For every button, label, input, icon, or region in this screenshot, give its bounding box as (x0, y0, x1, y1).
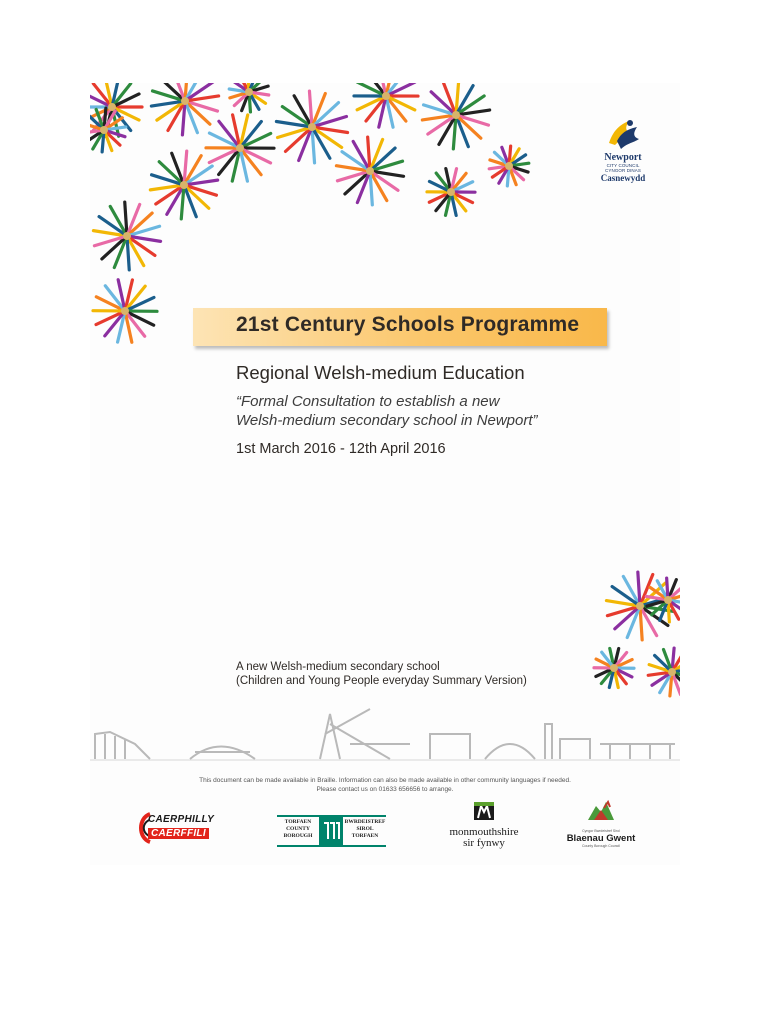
pencil-stroke (248, 72, 249, 88)
summary-line-2: (Children and Young People everyday Summary Version) (236, 675, 527, 687)
document-subtitle: Regional Welsh-medium Education (236, 362, 525, 383)
pencil-stroke (640, 610, 642, 640)
notice-line-2: Please contact us on 01633 656656 to arrange. (316, 786, 454, 793)
quote-line-2: Welsh-medium secondary school in Newport” (236, 412, 538, 429)
pencil-stroke (513, 163, 529, 165)
newport-sub1: CITY COUNCIL (606, 163, 640, 168)
pencil-flower-center (505, 162, 513, 170)
pencil-flower-center (447, 188, 455, 196)
torfaen-left-line-2: COUNTY (286, 826, 310, 832)
pencil-stroke (181, 189, 183, 219)
pencil-stroke (182, 105, 184, 135)
monmouthshire-logo (438, 800, 530, 849)
monmouthshire-emblem-icon (471, 800, 497, 822)
pencil-stroke (368, 137, 370, 167)
accessibility-notice (90, 776, 680, 794)
pencil-flower-center (664, 596, 672, 604)
pencil-flower-center (180, 181, 188, 189)
pencil-stroke (102, 134, 104, 152)
pencil-flower-center (123, 232, 131, 240)
blaenau-gwent-logo (566, 798, 636, 848)
pencil-stroke (184, 151, 186, 181)
blaenau-gwent-name: Blaenau Gwent (566, 833, 636, 844)
pencil-flower-center (100, 126, 108, 134)
torfaen-right-line-3: TORFAEN (351, 833, 379, 839)
newport-city-council-logo (598, 113, 648, 183)
pencil-stroke (509, 146, 510, 162)
pencil-stroke (104, 108, 106, 126)
torfaen-right-line-1: BWRDEISTREF (344, 819, 386, 825)
torfaen-welsh (344, 819, 386, 840)
pencil-flower-center (308, 123, 316, 131)
pencil-stroke (125, 202, 127, 232)
blaenau-gwent-emblem-icon (584, 798, 618, 824)
monmouthshire-name: monmouthshire (449, 826, 519, 838)
consultation-quote (236, 392, 538, 430)
dragon-crest-icon (603, 113, 643, 153)
programme-title-banner (193, 308, 607, 346)
torfaen-emblem-icon (319, 817, 343, 845)
caerphilly-logo (136, 812, 228, 844)
blaenau-gwent-welsh-caption: Cyngor Bwrdeistref Sirol (582, 829, 620, 833)
consultation-dates: 1st March 2016 - 12th April 2016 (236, 441, 446, 457)
summary-description (236, 660, 527, 688)
torfaen-english (278, 819, 318, 840)
pencil-stroke (249, 96, 250, 112)
pencil-stroke (668, 604, 669, 622)
monmouthshire-welsh-name: sir fynwy (463, 837, 505, 849)
torfaen-left-line-1: TORFAEN (284, 819, 312, 825)
caerphilly-welsh-name: CAERFFILI (148, 828, 209, 839)
pencil-stroke (309, 91, 311, 123)
pencil-flower-center (366, 167, 374, 175)
newport-sub2: CYNGOR DINAS (605, 168, 641, 173)
pencil-flower-center (668, 668, 676, 676)
pencil-flower-center (181, 97, 189, 105)
caerphilly-name: CAERPHILLY (148, 814, 215, 825)
quote-line-1: “Formal Consultation to establish a new (236, 393, 500, 410)
pencil-stroke (507, 170, 508, 186)
blaenau-gwent-caption: County Borough Council (582, 844, 620, 848)
pencil-flower-center (452, 111, 460, 119)
pencil-stroke (127, 240, 129, 270)
newport-welsh-name: Casnewydd (600, 173, 646, 183)
newport-name: Newport (604, 152, 642, 163)
pencil-flower-center (382, 92, 390, 100)
torfaen-left-line-3: BOROUGH (283, 833, 313, 839)
pencil-flower-center (121, 307, 129, 315)
summary-line-1: A new Welsh-medium secondary school (236, 661, 440, 673)
pencil-stroke (456, 81, 458, 111)
torfaen-right-line-2: SIROL (356, 826, 374, 832)
pencil-stroke (312, 131, 314, 163)
programme-title: 21st Century Schools Programme (236, 313, 580, 336)
city-skyline-illustration (90, 704, 680, 764)
pencil-stroke (638, 572, 640, 602)
pencil-flower-center (610, 664, 618, 672)
pencil-flower-center (245, 88, 253, 96)
pencil-stroke (453, 119, 455, 149)
pencil-stroke (670, 676, 672, 696)
pencil-stroke (667, 578, 668, 596)
pencil-stroke (185, 67, 187, 97)
notice-line-1: This document can be made available in Braille. Information can also be made available in other community languages if needed. (199, 777, 571, 784)
pencil-stroke (672, 648, 674, 668)
pencil-flower-center (236, 144, 244, 152)
pencil-flower-center (636, 602, 644, 610)
torfaen-logo (277, 815, 386, 847)
pencil-stroke (370, 175, 372, 205)
